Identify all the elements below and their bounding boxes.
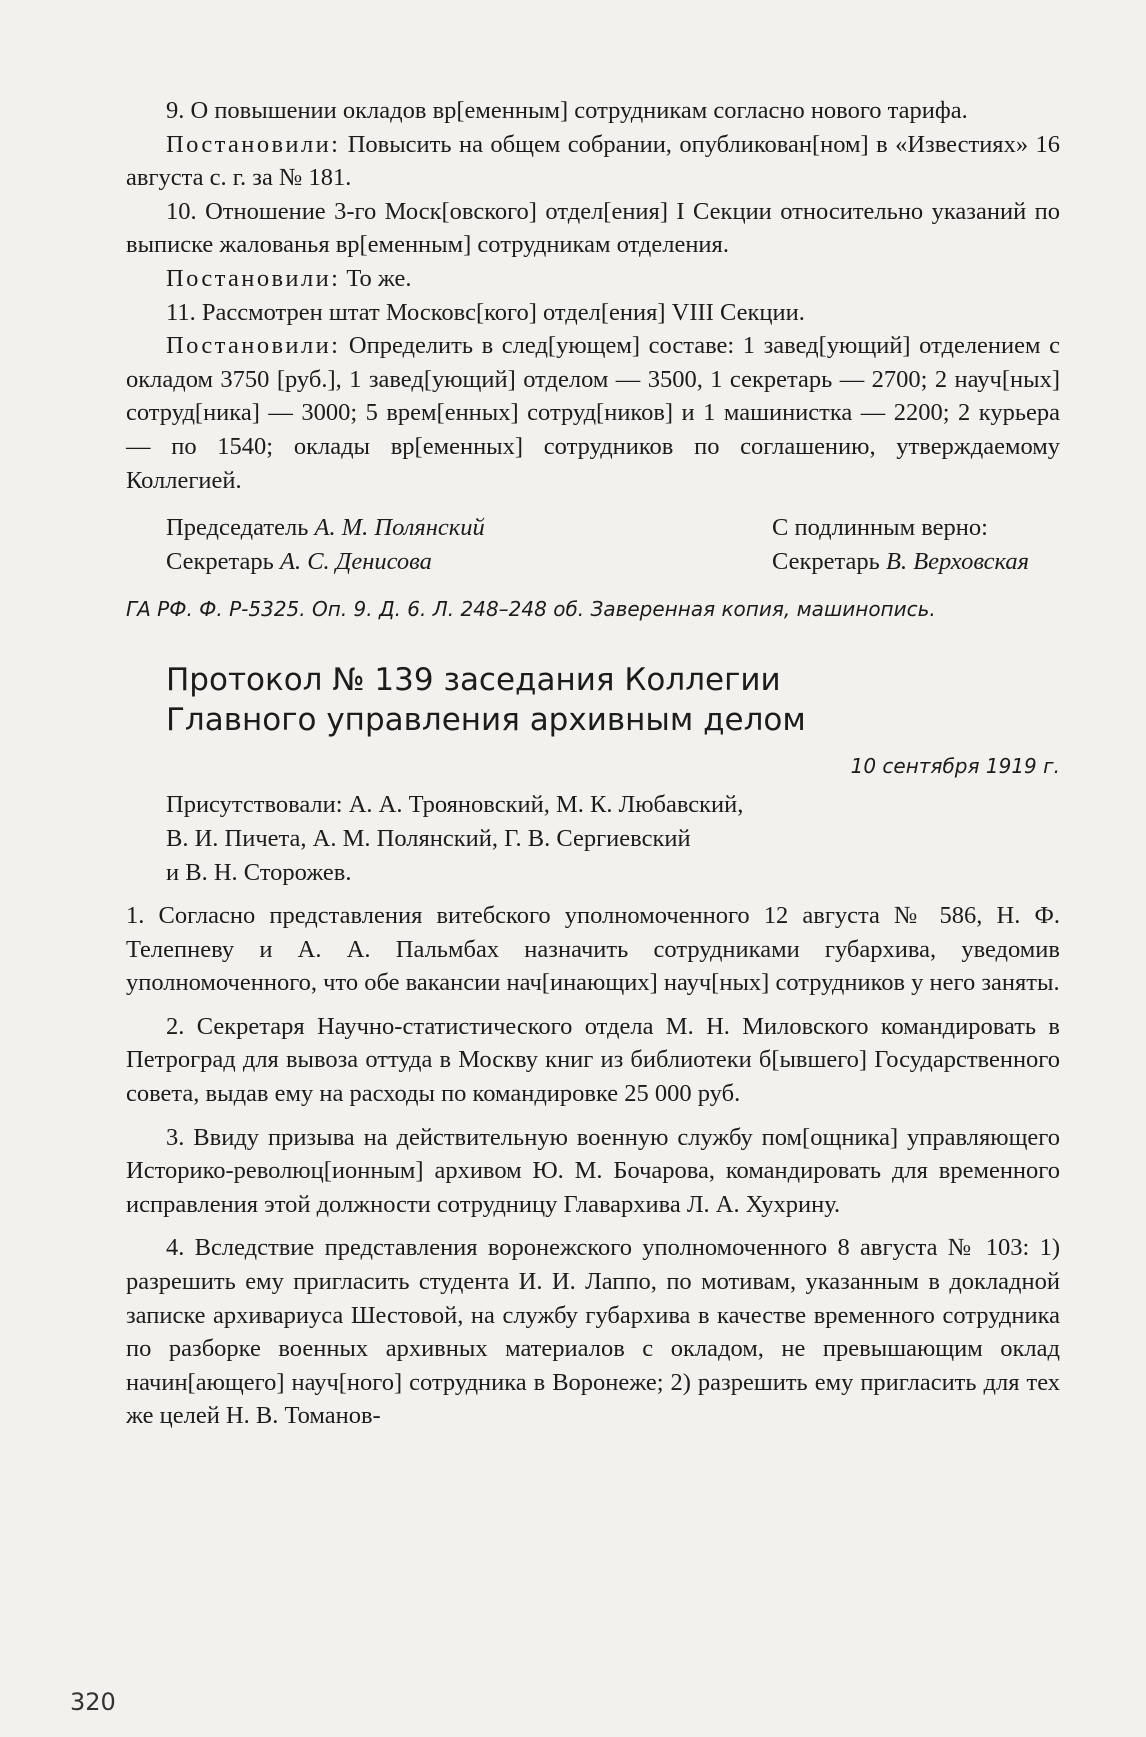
certifying-secretary: Секретарь В. Верховская bbox=[772, 547, 1029, 575]
signatures-left bbox=[166, 511, 485, 578]
item-9-decision: Постановили: Повысить на общем собрании, опубликован[ном] в «Известиях» 16 августа с. г. за № 181. bbox=[126, 130, 1060, 192]
document-date: 10 сентября 1919 г. bbox=[850, 754, 1060, 779]
resolution-label: Постановили: bbox=[166, 264, 341, 292]
attendees-line: Присутствовали: А. А. Трояновский, М. К. Любавский, bbox=[166, 791, 744, 819]
page-number: 320 bbox=[70, 1688, 116, 1716]
resolution-label: Постановили: bbox=[166, 130, 341, 158]
signature-block bbox=[126, 511, 1060, 578]
item-9: 9. О повышении окладов вр[еменным] сотрудникам согласно нового тарифа. bbox=[166, 97, 968, 124]
resolution-item: 2. Секретаря Научно-статистического отдела М. Н. Миловского командировать в Петроград для вывоза оттуда в Москву книг из библиотеки б[ывшего] Государственного совета, выдав ему на расходы по командировке 25 000 руб. bbox=[126, 1012, 1060, 1108]
item-11: 11. Рассмотрен штат Московс[кого] отдел[ения] VIII Секции. bbox=[166, 298, 805, 326]
secretary-signature: Секретарь А. С. Денисова bbox=[166, 547, 432, 575]
resolution-item: 3. Ввиду призыва на действительную военную службу пом[ощника] управляющего Историко-революц[ионным] архивом Ю. М. Бочарова, командировать для временного исправления этой должности сотрудницу Главархива Л. А. Хухрину. bbox=[126, 1123, 1060, 1218]
attendees-line: В. И. Пичета, А. М. Полянский, Г. В. Сергиевский bbox=[166, 824, 691, 852]
resolution-item: 1. Согласно представления витебского уполномоченного 12 августа № 586, Н. Ф. Телепневу и А. А. Пальмбах назначить сотрудниками губархива, уведомив уполномоченного, что обе вакансии нач[инающих] науч[ных] сотрудников у него заняты. bbox=[126, 902, 1060, 997]
page-content bbox=[126, 94, 1060, 1433]
item-10-decision: Постановили: То же. bbox=[166, 264, 412, 292]
archive-source: ГА РФ. Ф. Р-5325. Оп. 9. Д. 6. Л. 248–248 об. Заверенная копия, машинопись. bbox=[126, 597, 936, 622]
resolution-item: 4. Вследствие представления воронежского уполномоченного 8 августа № 103: 1) разрешить ему пригласить студента И. И. Лаппо, по мотивам, указанным в докладной записке архивариуса Шестовой, на службу губархива в качестве временного сотрудника по разборке военных архивных материалов с окладом, не превышающим оклад начин[ающего] науч[ного] сотрудника в Воронеже; 2) разрешить ему пригласить для тех же целей Н. В. Томанов- bbox=[126, 1234, 1060, 1430]
heading-line-2: Главного управления архивным делом bbox=[166, 702, 806, 739]
item-10: 10. Отношение 3-го Моск[овского] отдел[ения] I Секции относительно указаний по выписке жалованья вр[еменным] сотрудникам отделения. bbox=[126, 197, 1060, 259]
heading-line-1: Протокол № 139 заседания Коллегии bbox=[166, 662, 781, 699]
attendees bbox=[126, 788, 1060, 889]
certified-note: С подлинным верно: bbox=[772, 514, 988, 542]
attendees-line: и В. Н. Сторожев. bbox=[166, 858, 352, 886]
document-heading bbox=[126, 660, 1060, 740]
resolution-label: Постановили: bbox=[166, 332, 341, 360]
signatures-right bbox=[772, 511, 1060, 578]
item-11-decision: Постановили: Определить в след[ующем] составе: 1 завед[ующий] отделением с окладом 3750 [руб.], 1 завед[ующий] отделом — 3500, 1 секретарь — 2700; 2 науч[ных] сотруд[ника] — 3000; 5 врем[енных] сотруд[ников] и 1 машинистка — 2200; 2 курьера — по 1540; оклады вр[еменных] сотрудников по соглашению, утверждаемому Коллегией. bbox=[126, 332, 1060, 494]
chair-signature: Председатель А. М. Полянский bbox=[166, 514, 485, 542]
